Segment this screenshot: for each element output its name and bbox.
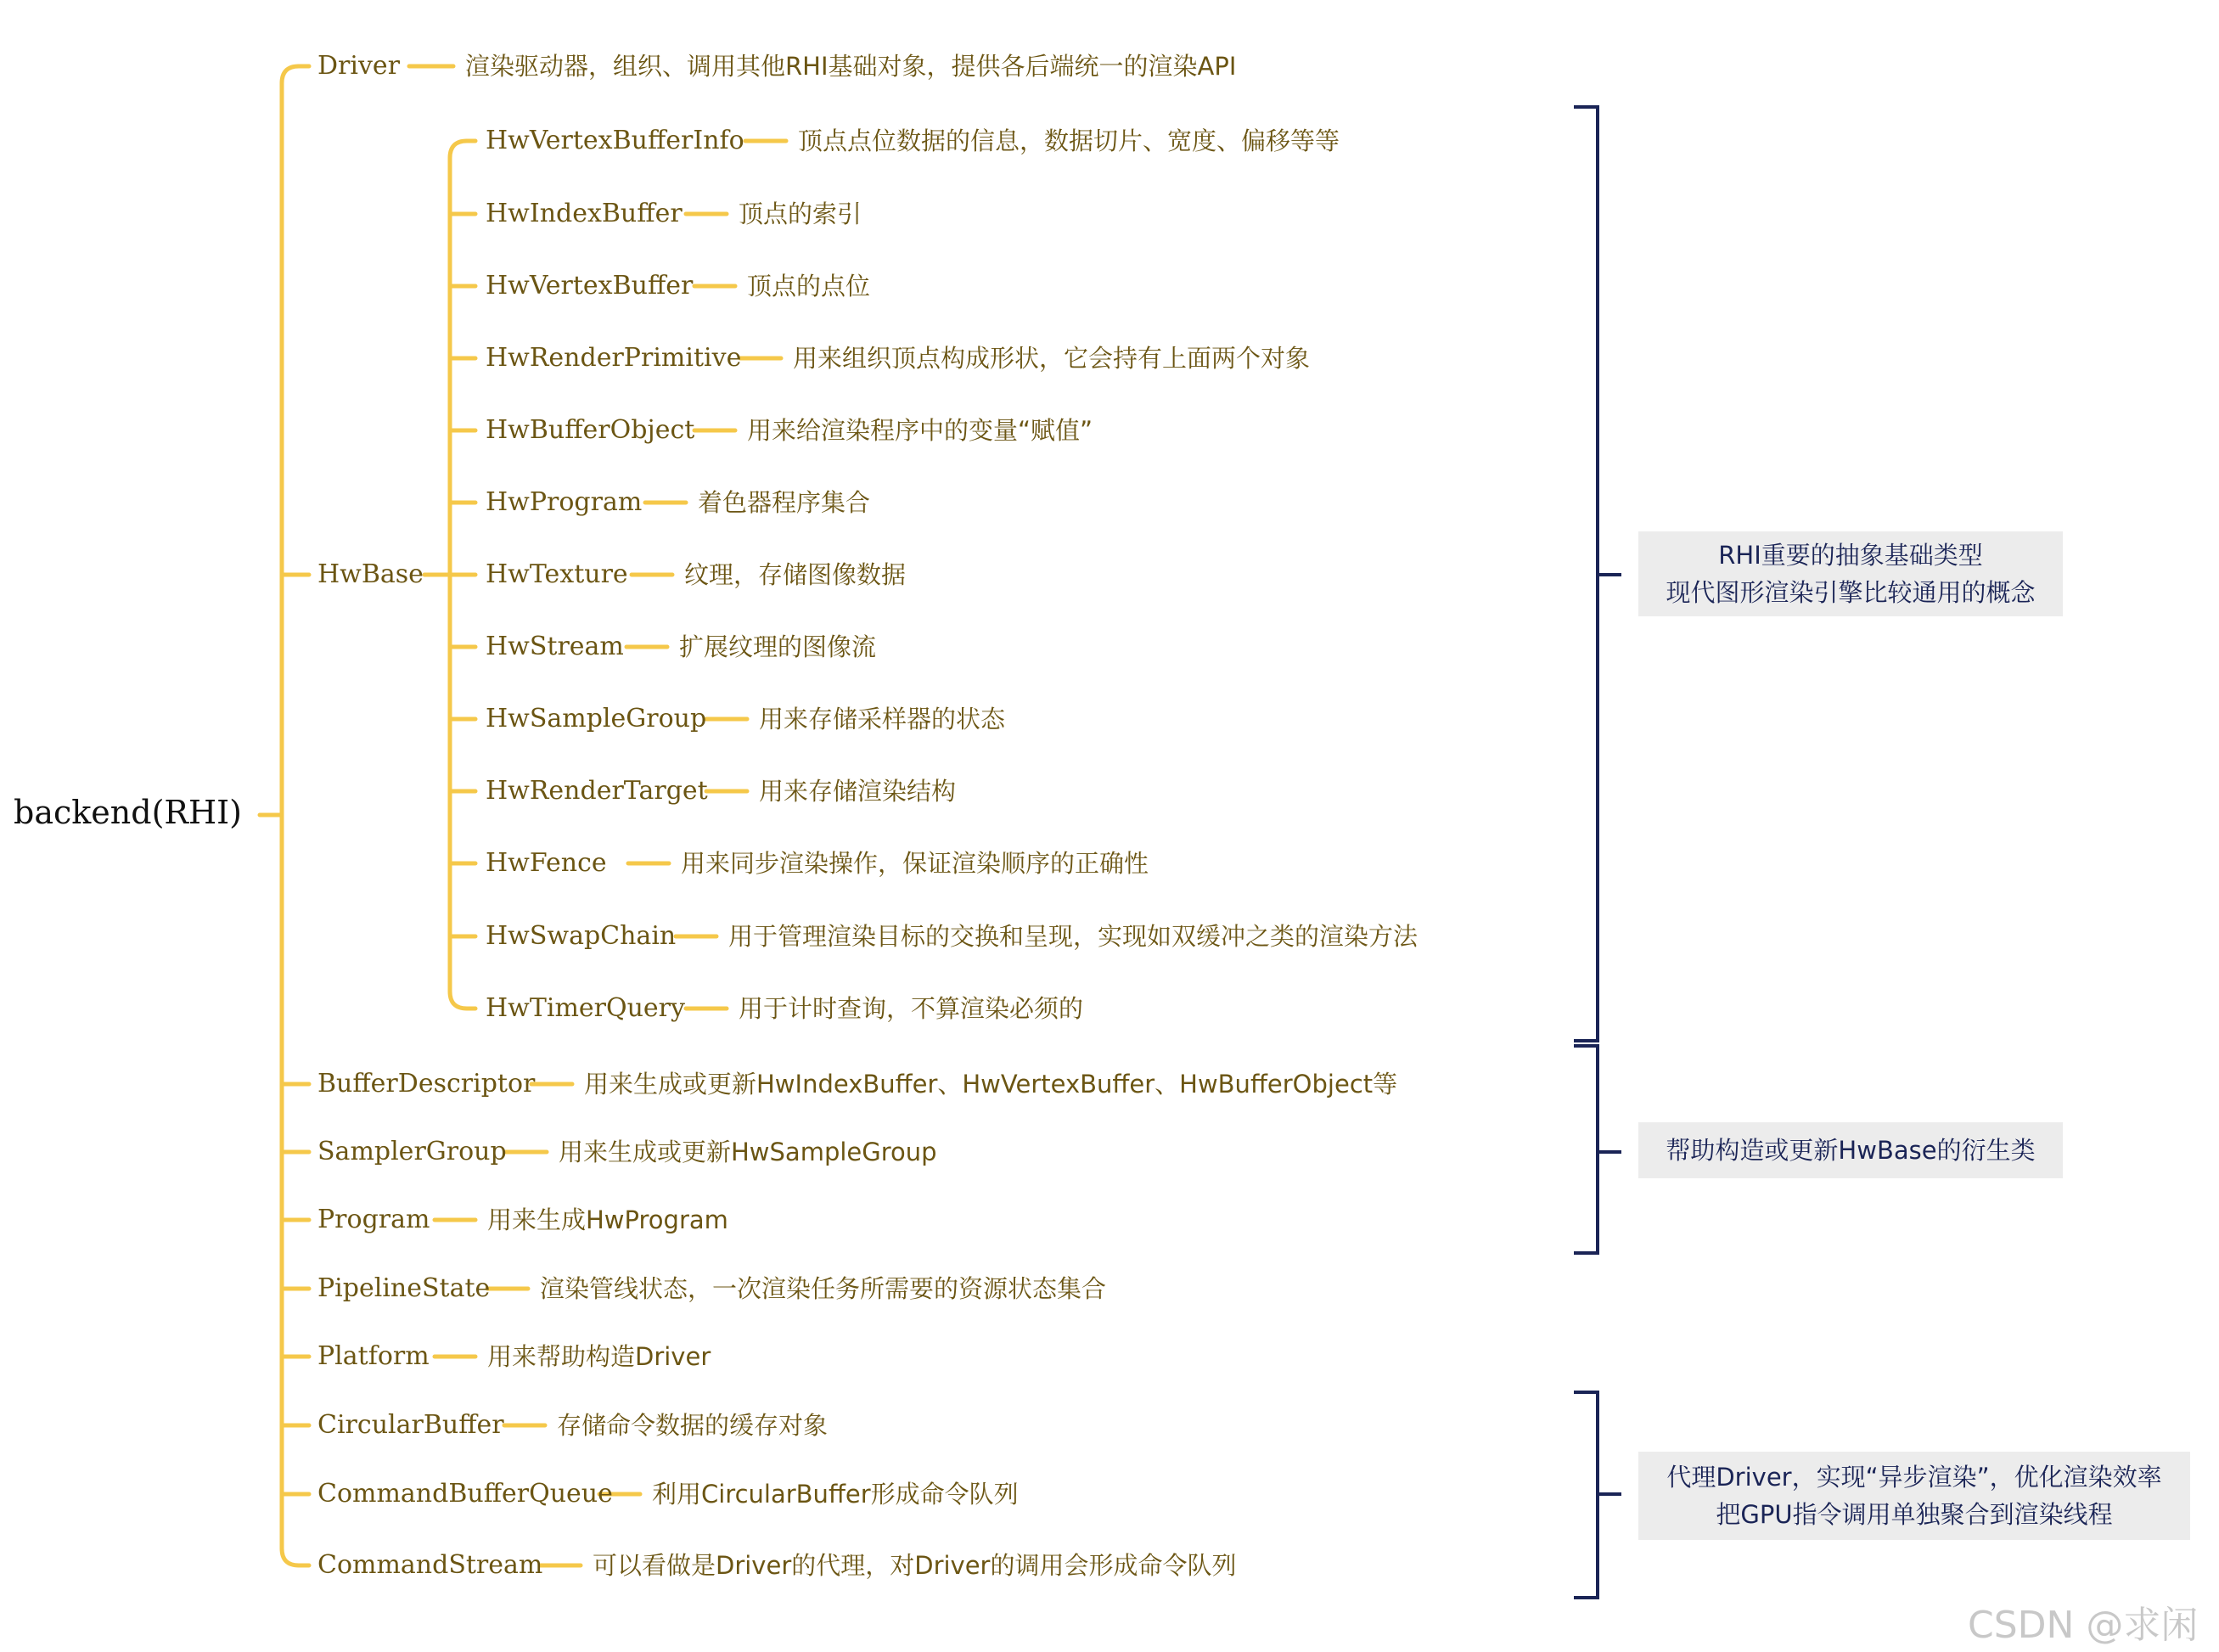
node-hwprogram: HwProgram (486, 487, 643, 517)
node-hwindexbuffer: HwIndexBuffer (486, 199, 683, 228)
node-hwstream-desc: 扩展纹理的图像流 (679, 632, 877, 661)
node-hwfence: HwFence (486, 848, 607, 878)
node-hwtexture: HwTexture (486, 559, 628, 589)
node-hwbufferobject: HwBufferObject (486, 415, 695, 445)
node-bufferdescriptor: BufferDescriptor (317, 1069, 536, 1099)
node-hwvertexbuffer: HwVertexBuffer (486, 271, 694, 301)
node-hwindexbuffer-desc: 顶点的索引 (739, 199, 862, 228)
node-hwvertexbufferinfo: HwVertexBufferInfo (486, 126, 744, 155)
node-hwrenderprimitive-desc: 用来组织顶点构成形状，它会持有上面两个对象 (793, 344, 1311, 373)
node-hwstream: HwStream (486, 632, 624, 661)
node-pipelinestate: PipelineState (317, 1273, 491, 1303)
node-hwsamplegroup: HwSampleGroup (486, 704, 707, 733)
root-node: backend(RHI) (14, 794, 242, 831)
note-proxy (1638, 1452, 2190, 1540)
note-hwbase-line2: 现代图形渲染引擎比较通用的概念 (1666, 578, 2036, 607)
node-driver-desc: 渲染驱动器，组织、调用其他RHI基础对象，提供各后端统一的渲染API (465, 52, 1237, 81)
node-hwbase: HwBase (317, 559, 424, 589)
node-hwvertexbuffer-desc: 顶点的点位 (747, 272, 871, 301)
node-platform-desc: 用来帮助构造Driver (487, 1342, 711, 1371)
node-hwtimerquery: HwTimerQuery (486, 993, 685, 1023)
node-program: Program (317, 1205, 430, 1234)
node-hwrendertarget: HwRenderTarget (486, 776, 708, 806)
node-circularbuffer: CircularBuffer (317, 1410, 504, 1440)
note-hwbase-line1: RHI重要的抽象基础类型 (1718, 541, 1983, 570)
watermark: CSDN @求闲 (1968, 1604, 2199, 1647)
node-hwswapchain: HwSwapChain (486, 921, 677, 951)
node-hwrenderprimitive: HwRenderPrimitive (486, 343, 742, 373)
node-samplergroup-desc: 用来生成或更新HwSampleGroup (559, 1138, 937, 1166)
note-hwbase (1638, 531, 2063, 616)
bracket-derived (1574, 1046, 1621, 1253)
note-derived (1638, 1122, 2063, 1178)
note-proxy-line2: 把GPU指令调用单独聚合到渲染线程 (1716, 1500, 2113, 1529)
node-commandstream: CommandStream (317, 1550, 543, 1580)
node-platform: Platform (317, 1341, 430, 1371)
main-trunk (282, 66, 309, 1565)
bracket-proxy (1574, 1392, 1621, 1598)
node-hwfence-desc: 用来同步渲染操作，保证渲染顺序的正确性 (681, 849, 1149, 878)
node-hwswapchain-desc: 用于管理渲染目标的交换和呈现，实现如双缓冲之类的渲染方法 (728, 922, 1418, 951)
node-circularbuffer-desc: 存储命令数据的缓存对象 (557, 1411, 829, 1440)
note-proxy-line1: 代理Driver，实现“异步渲染”，优化渲染效率 (1666, 1463, 2162, 1492)
node-hwbufferobject-desc: 用来给渲染程序中的变量“赋值” (747, 416, 1093, 445)
node-hwvertexbufferinfo-desc: 顶点点位数据的信息，数据切片、宽度、偏移等等 (798, 126, 1340, 155)
node-samplergroup: SamplerGroup (317, 1137, 507, 1166)
node-hwsamplegroup-desc: 用来存储采样器的状态 (759, 705, 1006, 733)
node-hwprogram-desc: 着色器程序集合 (698, 488, 871, 517)
node-hwtimerquery-desc: 用于计时查询，不算渲染必须的 (739, 994, 1084, 1023)
node-commandbufferqueue-desc: 利用CircularBuffer形成命令队列 (652, 1480, 1019, 1509)
node-commandbufferqueue: CommandBufferQueue (317, 1479, 613, 1509)
node-program-desc: 用来生成HwProgram (487, 1205, 728, 1234)
node-pipelinestate-desc: 渲染管线状态，一次渲染任务所需要的资源状态集合 (540, 1274, 1107, 1303)
node-driver: Driver (317, 51, 401, 81)
node-commandstream-desc: 可以看做是Driver的代理，对Driver的调用会形成命令队列 (593, 1551, 1237, 1580)
note-derived-line1: 帮助构造或更新HwBase的衍生类 (1666, 1136, 2036, 1165)
node-hwtexture-desc: 纹理，存储图像数据 (684, 560, 907, 589)
bracket-hwbase (1574, 107, 1621, 1041)
node-hwrendertarget-desc: 用来存储渲染结构 (759, 777, 957, 806)
node-bufferdescriptor-desc: 用来生成或更新HwIndexBuffer、HwVertexBuffer、HwBufferObject等 (584, 1070, 1398, 1099)
